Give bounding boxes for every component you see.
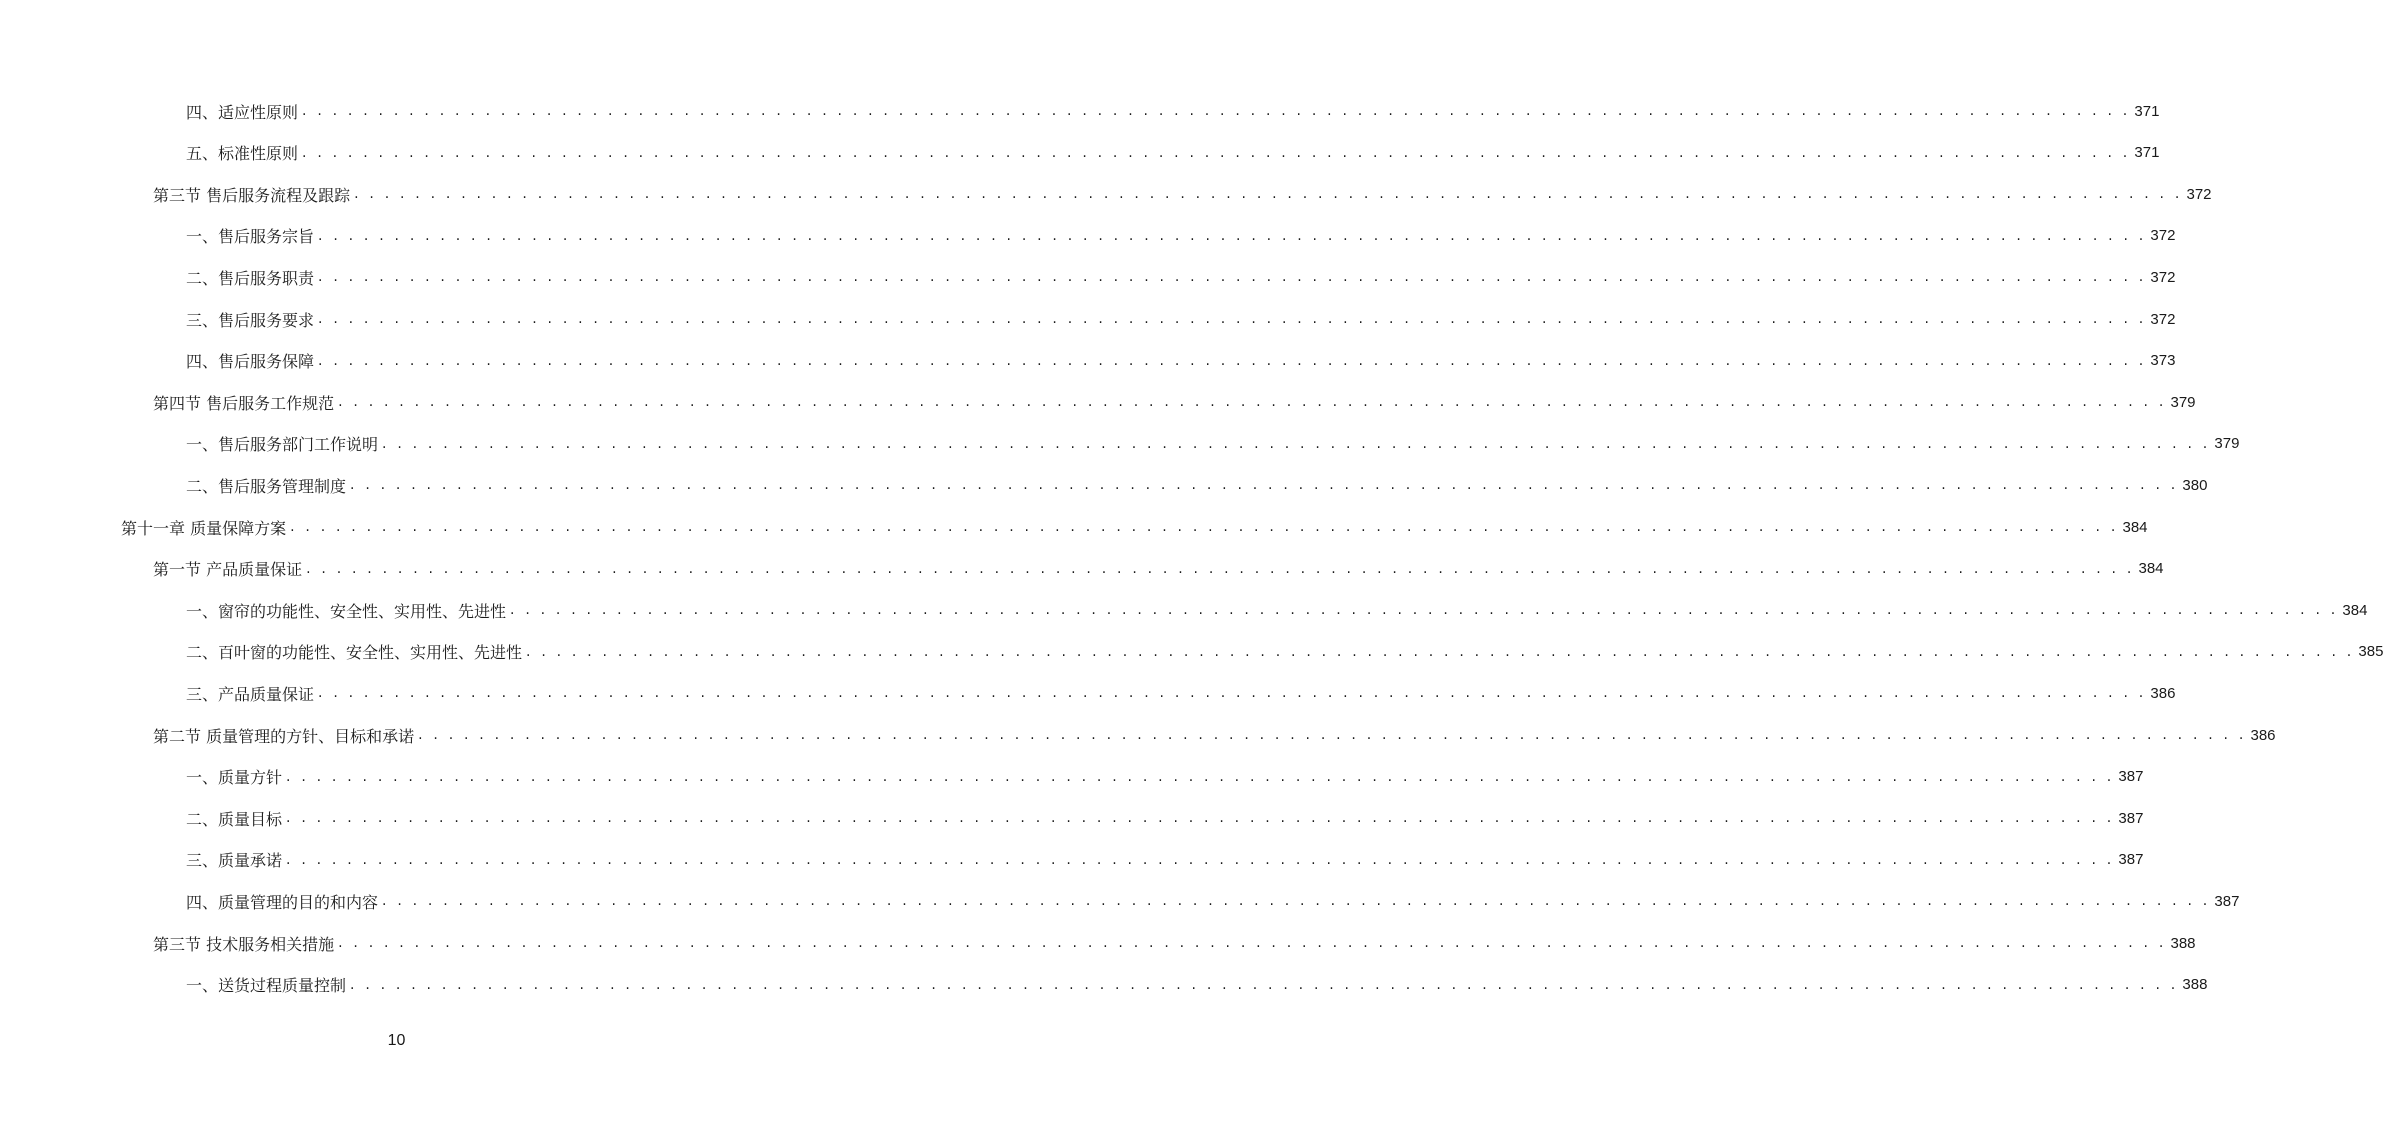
toc-entry-title: 第二节 质量管理的方针、目标和承诺 <box>153 726 415 746</box>
toc-entry-title: 四、售后服务保障 <box>186 352 315 372</box>
toc-entry-page: 387 <box>2118 768 2144 786</box>
toc-entry-page: 372 <box>2150 268 2176 286</box>
toc-entry-page: 388 <box>2170 934 2196 952</box>
toc-dot-leader: . . . . . . . . . . . . . . . . . . . . . . . . . . . . . . . . . . . . . . . . . . . . . . . . . . . . . . . . . . . . . . . . . . . . . . . . . . . . . . . . . . . . . . . . . . . . . . . . . . . . . . . . . . . . . . . . . . . . . . . . <box>302 144 2131 161</box>
toc-entry-page: 372 <box>2150 227 2176 245</box>
toc-dot-leader: . . . . . . . . . . . . . . . . . . . . . . . . . . . . . . . . . . . . . . . . . . . . . . . . . . . . . . . . . . . . . . . . . . . . . . . . . . . . . . . . . . . . . . . . . . . . . . . . . . . . . . . . . . . . . . . . . . . . . . . . <box>306 560 2135 577</box>
toc-dot-leader: . . . . . . . . . . . . . . . . . . . . . . . . . . . . . . . . . . . . . . . . . . . . . . . . . . . . . . . . . . . . . . . . . . . . . . . . . . . . . . . . . . . . . . . . . . . . . . . . . . . . . . . . . . . . . . . . . . . . . . . . <box>318 227 2147 244</box>
toc-entry-title: 二、售后服务管理制度 <box>186 476 347 496</box>
toc-entry-title: 一、送货过程质量控制 <box>186 976 347 996</box>
toc-dot-leader: . . . . . . . . . . . . . . . . . . . . . . . . . . . . . . . . . . . . . . . . . . . . . . . . . . . . . . . . . . . . . . . . . . . . . . . . . . . . . . . . . . . . . . . . . . . . . . . . . . . . . . . . . . . . . . . . . . . . . . . . <box>286 810 2115 827</box>
toc-entry-page: 373 <box>2150 352 2176 370</box>
toc-entry[interactable] <box>186 762 2144 792</box>
toc-entry-title: 四、质量管理的目的和内容 <box>186 892 379 912</box>
toc-entry-page: 387 <box>2118 851 2144 869</box>
toc-dot-leader: . . . . . . . . . . . . . . . . . . . . . . . . . . . . . . . . . . . . . . . . . . . . . . . . . . . . . . . . . . . . . . . . . . . . . . . . . . . . . . . . . . . . . . . . . . . . . . . . . . . . . . . . . . . . . . . . . . . . . . . . <box>526 643 2355 660</box>
toc-dot-leader: . . . . . . . . . . . . . . . . . . . . . . . . . . . . . . . . . . . . . . . . . . . . . . . . . . . . . . . . . . . . . . . . . . . . . . . . . . . . . . . . . . . . . . . . . . . . . . . . . . . . . . . . . . . . . . . . . . . . . . . . <box>338 394 2167 411</box>
toc-dot-leader: . . . . . . . . . . . . . . . . . . . . . . . . . . . . . . . . . . . . . . . . . . . . . . . . . . . . . . . . . . . . . . . . . . . . . . . . . . . . . . . . . . . . . . . . . . . . . . . . . . . . . . . . . . . . . . . . . . . . . . . . <box>338 935 2167 951</box>
toc-entry-page: 372 <box>2150 310 2176 328</box>
toc-entry-page: 372 <box>2186 185 2212 203</box>
toc-dot-leader: . . . . . . . . . . . . . . . . . . . . . . . . . . . . . . . . . . . . . . . . . . . . . . . . . . . . . . . . . . . . . . . . . . . . . . . . . . . . . . . . . . . . . . . . . . . . . . . . . . . . . . . . . . . . . . . . . . . . . . . . <box>354 186 2183 203</box>
toc-dot-leader: . . . . . . . . . . . . . . . . . . . . . . . . . . . . . . . . . . . . . . . . . . . . . . . . . . . . . . . . . . . . . . . . . . . . . . . . . . . . . . . . . . . . . . . . . . . . . . . . . . . . . . . . . . . . . . . . . . . . . . . . <box>418 727 2247 743</box>
toc-dot-leader: . . . . . . . . . . . . . . . . . . . . . . . . . . . . . . . . . . . . . . . . . . . . . . . . . . . . . . . . . . . . . . . . . . . . . . . . . . . . . . . . . . . . . . . . . . . . . . . . . . . . . . . . . . . . . . . . . . . . . . . . <box>290 519 2119 535</box>
toc-entry-title: 二、质量目标 <box>186 809 283 829</box>
toc-dot-leader: . . . . . . . . . . . . . . . . . . . . . . . . . . . . . . . . . . . . . . . . . . . . . . . . . . . . . . . . . . . . . . . . . . . . . . . . . . . . . . . . . . . . . . . . . . . . . . . . . . . . . . . . . . . . . . . . . . . . . . . . <box>318 311 2147 327</box>
toc-entry-page: 387 <box>2118 809 2144 827</box>
toc-entry-title: 第四节 售后服务工作规范 <box>153 393 335 413</box>
toc-entry[interactable] <box>186 886 2240 916</box>
toc-entry-title: 一、售后服务部门工作说明 <box>186 435 379 455</box>
toc-dot-leader: . . . . . . . . . . . . . . . . . . . . . . . . . . . . . . . . . . . . . . . . . . . . . . . . . . . . . . . . . . . . . . . . . . . . . . . . . . . . . . . . . . . . . . . . . . . . . . . . . . . . . . . . . . . . . . . . . . . . . . . . <box>318 352 2147 369</box>
toc-entry-title: 第一节 产品质量保证 <box>153 560 303 580</box>
toc-entry-title: 第三节 技术服务相关措施 <box>153 934 335 954</box>
toc-entry[interactable] <box>186 678 2176 708</box>
toc-entry-title: 一、质量方针 <box>186 768 283 788</box>
toc-entry[interactable] <box>186 470 2208 500</box>
toc-dot-leader: . . . . . . . . . . . . . . . . . . . . . . . . . . . . . . . . . . . . . . . . . . . . . . . . . . . . . . . . . . . . . . . . . . . . . . . . . . . . . . . . . . . . . . . . . . . . . . . . . . . . . . . . . . . . . . . . . . . . . . . . <box>286 851 2115 868</box>
toc-entry-page: 379 <box>2170 393 2196 411</box>
toc-dot-leader: . . . . . . . . . . . . . . . . . . . . . . . . . . . . . . . . . . . . . . . . . . . . . . . . . . . . . . . . . . . . . . . . . . . . . . . . . . . . . . . . . . . . . . . . . . . . . . . . . . . . . . . . . . . . . . . . . . . . . . . . <box>286 768 2115 785</box>
toc-entry-title: 二、售后服务职责 <box>186 268 315 288</box>
toc-entry[interactable] <box>153 928 2196 958</box>
toc-entry-title: 第十一章 质量保障方案 <box>121 518 287 538</box>
toc-entry-title: 一、窗帘的功能性、安全性、实用性、先进性 <box>186 601 507 621</box>
toc-dot-leader: . . . . . . . . . . . . . . . . . . . . . . . . . . . . . . . . . . . . . . . . . . . . . . . . . . . . . . . . . . . . . . . . . . . . . . . . . . . . . . . . . . . . . . . . . . . . . . . . . . . . . . . . . . . . . . . . . . . . . . . . <box>350 976 2179 993</box>
toc-entry-title: 四、适应性原则 <box>186 102 299 122</box>
toc-entry-title: 第三节 售后服务流程及跟踪 <box>153 185 351 205</box>
toc-entry-page: 384 <box>2138 560 2164 578</box>
toc-entry[interactable] <box>186 304 2176 334</box>
toc-entry-title: 一、售后服务宗旨 <box>186 227 315 247</box>
toc-entry[interactable] <box>186 96 2160 126</box>
toc-entry-page: 386 <box>2250 726 2276 744</box>
toc-dot-leader: . . . . . . . . . . . . . . . . . . . . . . . . . . . . . . . . . . . . . . . . . . . . . . . . . . . . . . . . . . . . . . . . . . . . . . . . . . . . . . . . . . . . . . . . . . . . . . . . . . . . . . . . . . . . . . . . . . . . . . . . <box>302 103 2131 119</box>
toc-entry[interactable] <box>186 221 2176 251</box>
toc-entry-page: 384 <box>2122 518 2148 536</box>
toc-entry-page: 386 <box>2150 684 2176 702</box>
toc-entry-title: 三、质量承诺 <box>186 851 283 871</box>
toc-entry[interactable] <box>153 720 2276 750</box>
toc-entry[interactable] <box>186 845 2144 875</box>
toc-entry-title: 二、百叶窗的功能性、安全性、实用性、先进性 <box>186 643 523 663</box>
toc-dot-leader: . . . . . . . . . . . . . . . . . . . . . . . . . . . . . . . . . . . . . . . . . . . . . . . . . . . . . . . . . . . . . . . . . . . . . . . . . . . . . . . . . . . . . . . . . . . . . . . . . . . . . . . . . . . . . . . . . . . . . . . . <box>350 477 2179 494</box>
toc-entry[interactable] <box>121 512 2148 542</box>
toc-entry-page: 384 <box>2342 601 2368 619</box>
toc-dot-leader: . . . . . . . . . . . . . . . . . . . . . . . . . . . . . . . . . . . . . . . . . . . . . . . . . . . . . . . . . . . . . . . . . . . . . . . . . . . . . . . . . . . . . . . . . . . . . . . . . . . . . . . . . . . . . . . . . . . . . . . . <box>510 602 2339 619</box>
toc-entry[interactable] <box>186 970 2208 1000</box>
toc-entry-title: 三、售后服务要求 <box>186 310 315 330</box>
toc-entry-title: 五、标准性原则 <box>186 144 299 164</box>
toc-entry[interactable] <box>186 262 2176 292</box>
toc-entry[interactable] <box>186 346 2176 376</box>
toc-entry[interactable] <box>186 429 2240 459</box>
toc-entry[interactable] <box>186 595 2368 625</box>
toc-entry-title: 三、产品质量保证 <box>186 684 315 704</box>
toc-entry[interactable] <box>186 637 2383 667</box>
toc-entry-page: 371 <box>2134 144 2160 162</box>
toc-entry[interactable] <box>153 554 2164 584</box>
toc-entry[interactable] <box>153 179 2212 209</box>
toc-entry-page: 380 <box>2182 476 2208 494</box>
page-number: 10 <box>387 1032 406 1049</box>
toc-entry[interactable] <box>186 138 2160 168</box>
toc-entry[interactable] <box>186 803 2144 833</box>
toc-dot-leader: . . . . . . . . . . . . . . . . . . . . . . . . . . . . . . . . . . . . . . . . . . . . . . . . . . . . . . . . . . . . . . . . . . . . . . . . . . . . . . . . . . . . . . . . . . . . . . . . . . . . . . . . . . . . . . . . . . . . . . . . <box>382 435 2211 452</box>
toc-entry-page: 387 <box>2214 892 2240 910</box>
toc-dot-leader: . . . . . . . . . . . . . . . . . . . . . . . . . . . . . . . . . . . . . . . . . . . . . . . . . . . . . . . . . . . . . . . . . . . . . . . . . . . . . . . . . . . . . . . . . . . . . . . . . . . . . . . . . . . . . . . . . . . . . . . . <box>318 685 2147 702</box>
toc-entry-page: 379 <box>2214 435 2240 453</box>
toc-entry[interactable] <box>153 387 2196 417</box>
toc-entry-page: 371 <box>2134 102 2160 120</box>
toc-dot-leader: . . . . . . . . . . . . . . . . . . . . . . . . . . . . . . . . . . . . . . . . . . . . . . . . . . . . . . . . . . . . . . . . . . . . . . . . . . . . . . . . . . . . . . . . . . . . . . . . . . . . . . . . . . . . . . . . . . . . . . . . <box>318 269 2147 286</box>
toc-entry-page: 385 <box>2358 643 2383 661</box>
toc-dot-leader: . . . . . . . . . . . . . . . . . . . . . . . . . . . . . . . . . . . . . . . . . . . . . . . . . . . . . . . . . . . . . . . . . . . . . . . . . . . . . . . . . . . . . . . . . . . . . . . . . . . . . . . . . . . . . . . . . . . . . . . . <box>382 893 2211 910</box>
toc-entry-page: 388 <box>2182 976 2208 994</box>
